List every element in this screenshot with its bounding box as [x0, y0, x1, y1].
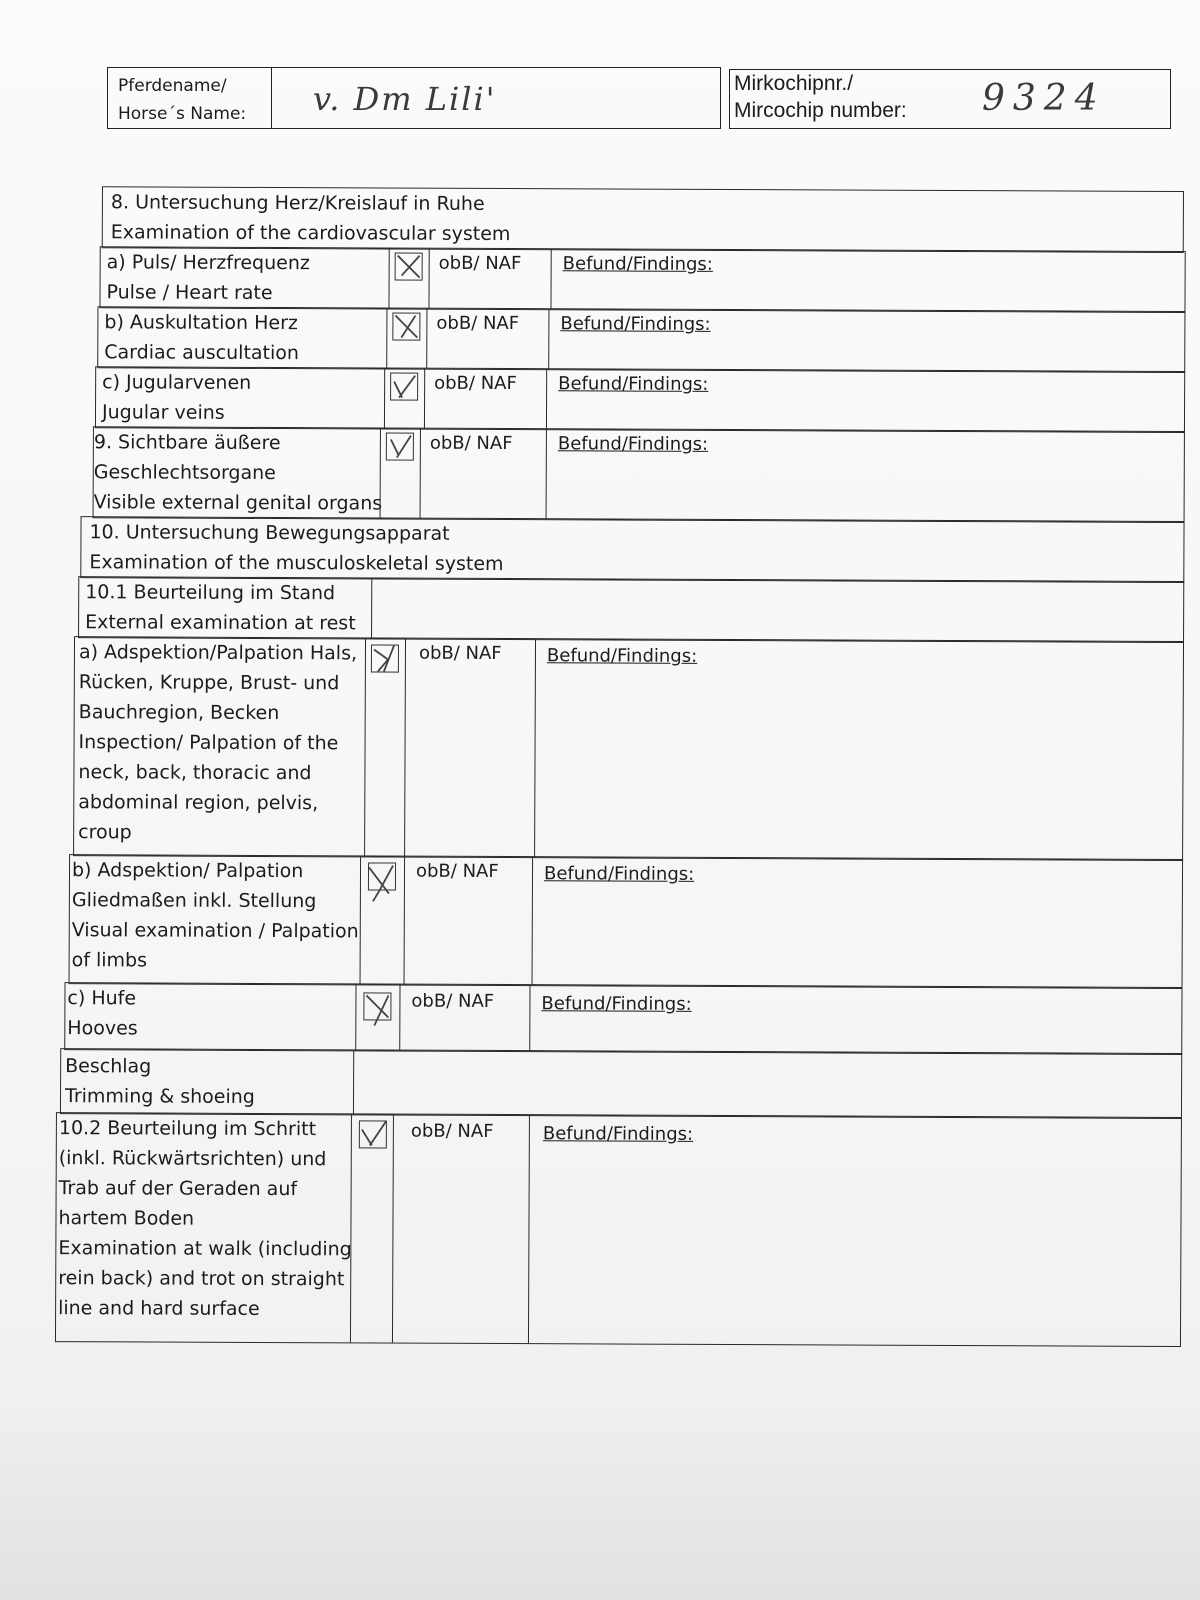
- naf-label: obB/ NAF: [415, 860, 499, 883]
- horse-name-box: [107, 67, 721, 129]
- item-row-jugular: [95, 366, 1185, 433]
- naf-cell: [426, 309, 427, 369]
- microchip-label: Mirkochipnr./ Mircochip number:: [734, 72, 907, 122]
- naf-label: obB/ NAF: [410, 1120, 494, 1142]
- horse-name-value[interactable]: v. Dm Lili': [313, 80, 497, 118]
- item-row-hooves: [64, 982, 1182, 1055]
- findings-label[interactable]: Befund/Findings:: [543, 863, 695, 885]
- item-row-genital: [93, 426, 1185, 523]
- findings-label[interactable]: Befund/Findings:: [541, 993, 692, 1015]
- naf-label: obB/ NAF: [438, 252, 522, 275]
- section10-title: 10. Untersuchung Bewegungsapparat Examination of the musculoskeletal system: [89, 521, 504, 576]
- item-label: c) Hufe Hooves: [67, 987, 138, 1040]
- checkbox-cell: [360, 856, 362, 984]
- naf-checkbox[interactable]: [368, 862, 396, 890]
- findings-cell: [528, 1115, 530, 1343]
- shoeing-row: [60, 1048, 1182, 1119]
- findings-cell: [550, 249, 551, 309]
- section8-title: 8. Untersuchung Herz/Kreislauf in Ruhe Examination of the cardiovascular system: [110, 191, 511, 246]
- findings-label[interactable]: Befund/Findings:: [546, 645, 698, 667]
- naf-cell: [392, 1115, 394, 1343]
- naf-cell: [404, 639, 406, 857]
- findings-cell: [532, 857, 534, 985]
- naf-checkbox[interactable]: [386, 433, 414, 461]
- item-row-walk-trot: [55, 1112, 1182, 1347]
- naf-label: obB/ NAF: [436, 312, 520, 335]
- item-label: a) Adspektion/Palpation Hals, Rücken, Kruppe, Brust- und Bauchregion, Becken Inspection/ Palpation of the neck, back, thoracic and abdominal region, pelvis, croup: [78, 641, 358, 844]
- naf-checkbox[interactable]: [395, 253, 423, 281]
- microchip-box: [729, 69, 1171, 129]
- checkbox-cell: [364, 638, 366, 856]
- empty-cell: [371, 578, 372, 638]
- item-row-pulse: [99, 246, 1185, 313]
- naf-checkbox[interactable]: [392, 313, 420, 341]
- microchip-value[interactable]: 9324: [982, 78, 1106, 119]
- naf-cell: [399, 985, 400, 1051]
- naf-cell: [428, 249, 429, 309]
- item-label: b) Adspektion/ Palpation Gliedmaßen inkl. Stellung Visual examination / Palpation of limbs: [71, 859, 359, 972]
- findings-cell: [529, 985, 530, 1051]
- checkbox-cell: [384, 369, 385, 429]
- findings-cell: [548, 309, 549, 369]
- findings-label[interactable]: Befund/Findings:: [558, 373, 709, 395]
- findings-label[interactable]: Befund/Findings:: [542, 1123, 694, 1145]
- item-label: c) Jugularvenen Jugular veins: [101, 371, 252, 424]
- examination-form: [35, 186, 1190, 1391]
- naf-cell: [404, 857, 406, 985]
- section10-1-row: [78, 576, 1184, 643]
- section8-title-row: [102, 186, 1184, 253]
- naf-label: obB/ NAF: [411, 990, 495, 1012]
- naf-cell: [420, 429, 421, 519]
- naf-label: obB/ NAF: [429, 432, 513, 455]
- findings-cell: [546, 429, 547, 519]
- findings-label[interactable]: Befund/Findings:: [560, 313, 711, 335]
- naf-checkbox[interactable]: [371, 644, 399, 672]
- findings-label[interactable]: Befund/Findings:: [562, 253, 713, 275]
- item-label: 9. Sichtbare äußere Geschlechtsorgane Visible external genital organs: [93, 431, 383, 515]
- item-label: b) Auskultation Herz Cardiac auscultation: [104, 311, 300, 365]
- findings-label[interactable]: Befund/Findings:: [557, 433, 709, 455]
- item-label: 10.2 Beurteilung im Schritt (inkl. Rückwärtsrichten) und Trab auf der Geraden auf hartem Boden Examination at walk (including rein back) and trot on straight line and hard surface: [58, 1117, 352, 1320]
- findings-cell: [534, 639, 536, 857]
- naf-checkbox[interactable]: [363, 992, 391, 1020]
- item-row-auscultation: [97, 306, 1185, 373]
- shoeing-label: Beschlag Trimming & shoeing: [64, 1055, 255, 1108]
- naf-label: obB/ NAF: [418, 642, 502, 665]
- checkbox-cell: [386, 309, 387, 369]
- section10-1-title: 10.1 Beurteilung im Stand External examination at rest: [85, 581, 356, 635]
- page-shadow: [0, 1380, 1200, 1600]
- findings-cell: [546, 369, 547, 429]
- checkbox-cell: [388, 249, 389, 309]
- empty-cell: [353, 1050, 354, 1114]
- item-row-inspection: [73, 636, 1184, 861]
- naf-checkbox[interactable]: [390, 373, 418, 401]
- item-row-limbs: [69, 854, 1184, 989]
- section10-title-row: [80, 516, 1184, 583]
- horse-name-label: Pferdename/ Horse´s Name:: [108, 68, 272, 128]
- naf-cell: [424, 369, 425, 429]
- checkbox-cell: [355, 984, 356, 1050]
- item-label: a) Puls/ Herzfrequenz Pulse / Heart rate: [106, 251, 310, 305]
- naf-checkbox[interactable]: [359, 1120, 387, 1148]
- naf-label: obB/ NAF: [434, 372, 517, 395]
